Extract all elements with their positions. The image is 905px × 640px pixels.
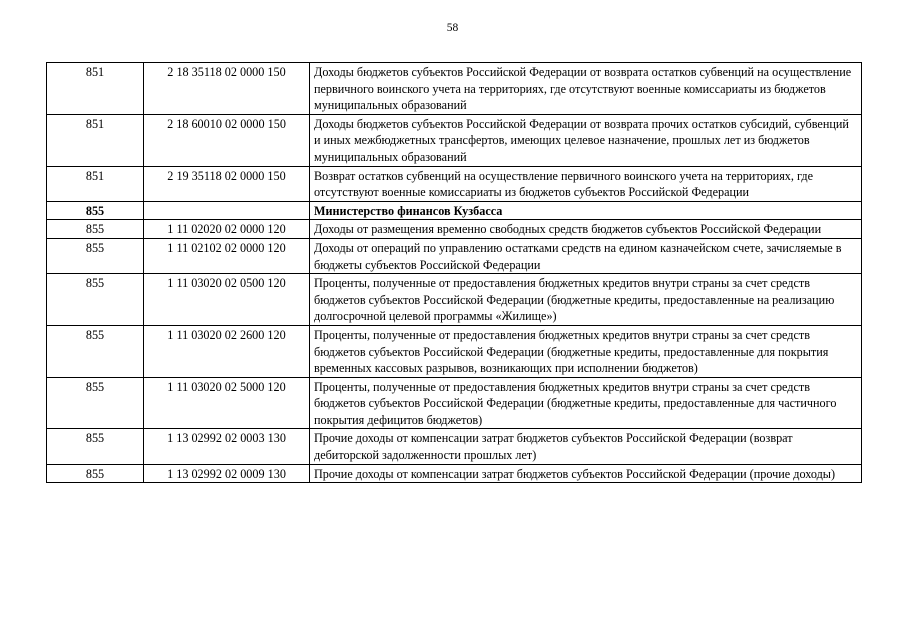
revenue-name-cell: Доходы бюджетов субъектов Российской Федерации от возврата остатков субвенций на осуществление первичного воинского учета на территориях, где отсутствуют военные комиссариаты из бюджетов муниципальных образований — [310, 63, 862, 115]
revenue-name-cell: Проценты, полученные от предоставления бюджетных кредитов внутри страны за счет средств бюджетов субъектов Российской Федерации (бюджетные кредиты, предоставленные для частичного покрытия дефицитов бюджетов) — [310, 377, 862, 429]
section-title-cell: Министерство финансов Кузбасса — [310, 201, 862, 220]
table-row — [47, 325, 862, 377]
revenue-code-cell: 2 18 60010 02 0000 150 — [144, 114, 310, 166]
admin-code-cell: 855 — [47, 325, 144, 377]
revenue-name-cell: Доходы от размещения временно свободных средств бюджетов субъектов Российской Федерации — [310, 220, 862, 239]
revenue-code-cell: 1 11 02102 02 0000 120 — [144, 238, 310, 273]
revenue-code-cell: 2 19 35118 02 0000 150 — [144, 166, 310, 201]
revenue-name-cell: Проценты, полученные от предоставления бюджетных кредитов внутри страны за счет средств бюджетов субъектов Российской Федерации (бюджетные кредиты, предоставленные для покрытия временных кассовых разрывов, возникающих при исполнении бюджетов) — [310, 325, 862, 377]
admin-code-cell: 855 — [47, 220, 144, 239]
revenue-code-cell: 1 11 03020 02 2600 120 — [144, 325, 310, 377]
admin-code-cell: 851 — [47, 114, 144, 166]
admin-code-cell: 855 — [47, 274, 144, 326]
admin-code-cell: 855 — [47, 429, 144, 464]
table-row — [47, 166, 862, 201]
revenue-name-cell: Доходы от операций по управлению остатками средств на едином казначейском счете, зачисляемые в бюджеты субъектов Российской Федерации — [310, 238, 862, 273]
revenue-code-cell: 1 11 03020 02 0500 120 — [144, 274, 310, 326]
table-row — [47, 464, 862, 483]
table-row — [47, 63, 862, 115]
table-row — [47, 274, 862, 326]
table-row — [47, 429, 862, 464]
revenue-name-cell: Прочие доходы от компенсации затрат бюджетов субъектов Российской Федерации (возврат дебиторской задолженности прошлых лет) — [310, 429, 862, 464]
revenue-code-cell: 1 13 02992 02 0003 130 — [144, 429, 310, 464]
revenue-name-cell: Возврат остатков субвенций на осуществление первичного воинского учета на территориях, где отсутствуют военные комиссариаты из бюджетов субъектов Российской Федерации — [310, 166, 862, 201]
admin-code-cell: 855 — [47, 238, 144, 273]
revenue-codes-table — [46, 62, 862, 483]
table-row — [47, 220, 862, 239]
revenue-code-cell — [144, 201, 310, 220]
table-row — [47, 238, 862, 273]
admin-code-cell: 855 — [47, 377, 144, 429]
admin-code-cell: 851 — [47, 166, 144, 201]
table-row — [47, 114, 862, 166]
admin-code-cell: 855 — [47, 464, 144, 483]
revenue-name-cell: Проценты, полученные от предоставления бюджетных кредитов внутри страны за счет средств бюджетов субъектов Российской Федерации (бюджетные кредиты, предоставленные на реализацию долгосрочной целевой программы «Жилище») — [310, 274, 862, 326]
revenue-code-cell: 1 11 02020 02 0000 120 — [144, 220, 310, 239]
revenue-code-cell: 1 11 03020 02 5000 120 — [144, 377, 310, 429]
revenue-name-cell: Доходы бюджетов субъектов Российской Федерации от возврата прочих остатков субсидий, субвенций и иных межбюджетных трансфертов, имеющих целевое назначение, прошлых лет из бюджетов муниципальных образований — [310, 114, 862, 166]
section-header-row — [47, 201, 862, 220]
revenue-code-cell: 1 13 02992 02 0009 130 — [144, 464, 310, 483]
admin-code-cell: 851 — [47, 63, 144, 115]
revenue-code-cell: 2 18 35118 02 0000 150 — [144, 63, 310, 115]
admin-code-cell: 855 — [47, 201, 144, 220]
revenue-name-cell: Прочие доходы от компенсации затрат бюджетов субъектов Российской Федерации (прочие доходы) — [310, 464, 862, 483]
page-number: 58 — [446, 22, 459, 34]
table-row — [47, 377, 862, 429]
